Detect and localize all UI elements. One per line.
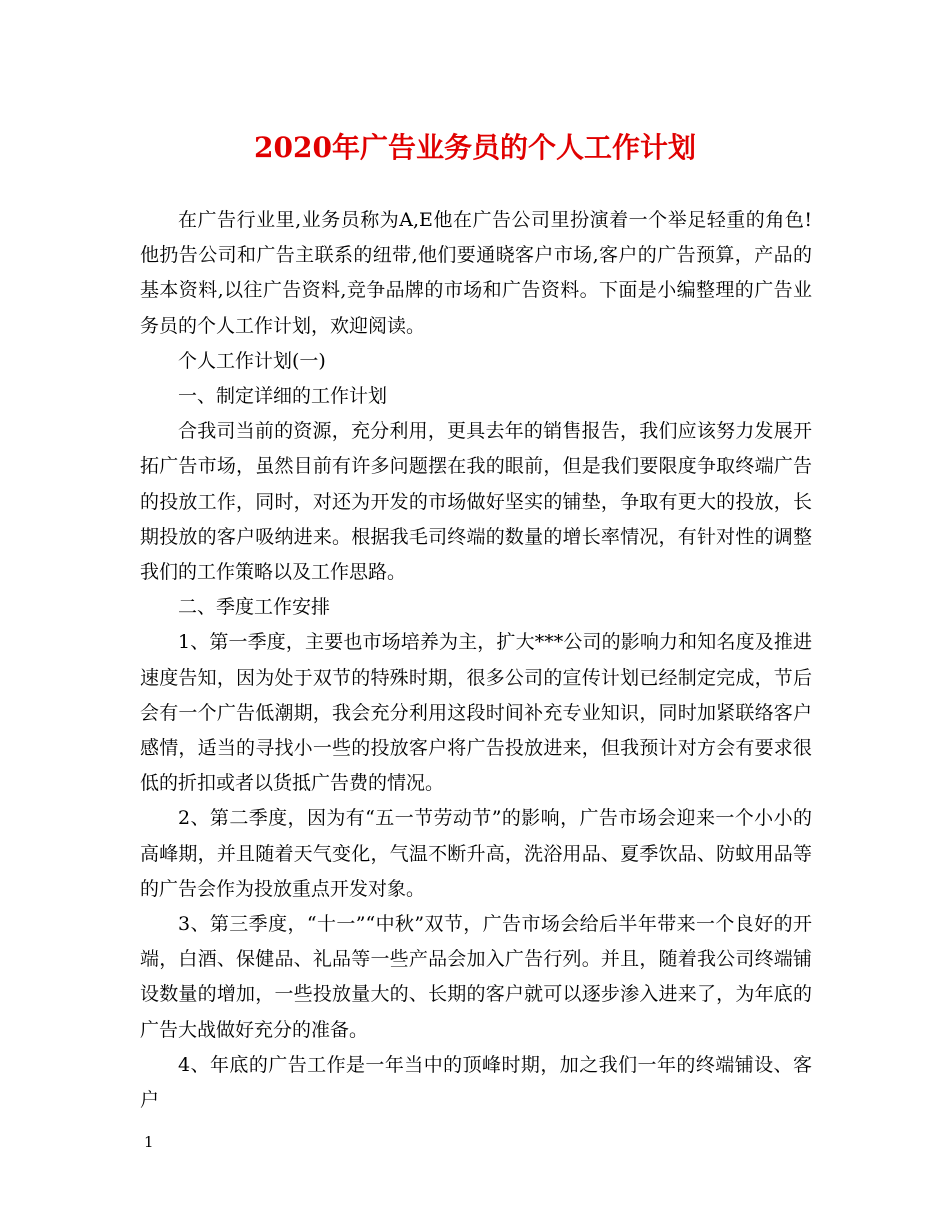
intro-paragraph: 在广告行业里,业务员称为A,E他在广告公司里扮演着一个举足轻重的角色!他扔告公司和广告主联系的纽带,他们要通晓客户市场,客户的广告预算，产品的基本资料,以往广告资料,竞争品牌的市场和广告资料。下面是小编整理的广告业务员的个人工作计划，欢迎阅读。 bbox=[140, 209, 812, 337]
year-end-paragraph: 4、年底的广告工作是一年当中的顶峰时期，加之我们一年的终端铺设、客户 bbox=[140, 1053, 812, 1112]
document-title: 2020年广告业务员的个人工作计划 bbox=[254, 131, 696, 164]
page-number: 1 bbox=[144, 1133, 154, 1151]
section-heading-quarterly-plan: 二、季度工作安排 bbox=[178, 596, 331, 619]
detailed-plan-paragraph: 合我司当前的资源，充分利用，更具去年的销售报告，我们应该努力发展开拓广告市场，虽然目前有许多问题摆在我的眼前，但是我们要限度争取终端广告的投放工作，同时，对还为开发的市场做好坚实的铺垫，争取有更大的投放，长期投放的客户吸纳进来。根据我毛司终端的数量的增长率情况，有针对性的调整我们的工作策略以及工作思路。 bbox=[140, 420, 812, 584]
quarter-three-paragraph: 3、第三季度，“十一”“中秋”双节，广告市场会给后半年带来一个良好的开端，白酒、保健品、礼品等一些产品会加入广告行列。并且，随着我公司终端铺设数量的增加，一些投放量大的、长期的客户就可以逐步渗入进来了，为年底的广告大战做好充分的准备。 bbox=[140, 913, 812, 1041]
document-body bbox=[140, 203, 812, 1118]
quarter-one-paragraph: 1、第一季度，主要也市场培养为主，扩大***公司的影响力和知名度及推进速度告知，因为处于双节的特殊时期，很多公司的宣传计划已经制定完成，节后会有一个广告低潮期，我会充分利用这段时间补充专业知识，同时加紧联络客户感情，适当的寻找小一些的投放客户将广告投放进来，但我预计对方会有要求很低的折扣或者以货抵广告费的情况。 bbox=[140, 631, 812, 795]
section-heading-detailed-plan: 一、制定详细的工作计划 bbox=[178, 385, 388, 408]
section-heading-plan-one: 个人工作计划(一) bbox=[178, 349, 326, 372]
quarter-two-paragraph: 2、第二季度，因为有“五一节劳动节”的影响，广告市场会迎来一个小小的高峰期，并且随着天气变化，气温不断升高，洗浴用品、夏季饮品、防蚊用品等的广告会作为投放重点开发对象。 bbox=[140, 807, 812, 900]
